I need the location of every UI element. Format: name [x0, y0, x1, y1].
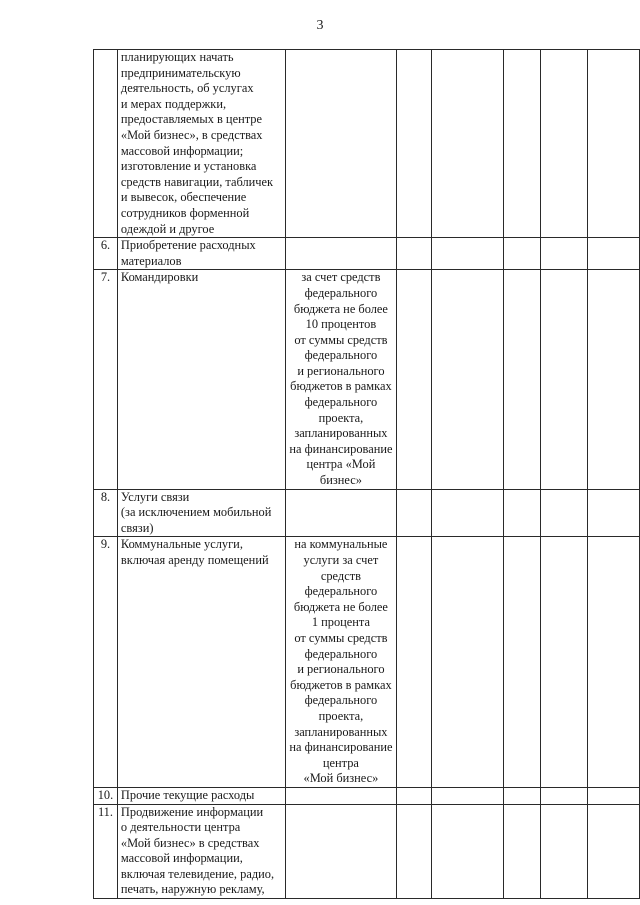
- empty-cell: [431, 270, 503, 489]
- expense-name: Приобретение расходных материалов: [117, 238, 285, 270]
- expense-note: за счет средств федерального бюджета не более 10 процентов от суммы средств федерального и регионального бюджетов в рамках федерального проекта, запланированных на финансирование центра «Мой бизнес»: [285, 270, 396, 489]
- table-row: [94, 537, 640, 788]
- empty-cell: [540, 270, 588, 489]
- expense-name: Прочие текущие расходы: [117, 787, 285, 804]
- empty-cell: [504, 787, 540, 804]
- empty-cell: [397, 270, 432, 489]
- empty-cell: [431, 50, 503, 238]
- empty-cell: [397, 238, 432, 270]
- empty-cell: [397, 50, 432, 238]
- empty-cell: [397, 489, 432, 537]
- row-number: 10.: [94, 787, 118, 804]
- table-row: [94, 270, 640, 489]
- expense-name: Командировки: [117, 270, 285, 489]
- expense-name: Услуги связи (за исключением мобильной связи): [117, 489, 285, 537]
- row-number: 8.: [94, 489, 118, 537]
- page-number: 3: [316, 18, 324, 33]
- expense-name: Продвижение информации о деятельности центра «Мой бизнес» в средствах массовой информации, включая телевидение, радио, печать, наружную рекламу,: [117, 804, 285, 899]
- empty-cell: [588, 787, 640, 804]
- empty-cell: [540, 804, 588, 899]
- empty-cell: [588, 804, 640, 899]
- row-number: 7.: [94, 270, 118, 489]
- empty-cell: [540, 489, 588, 537]
- empty-cell: [504, 50, 540, 238]
- empty-cell: [588, 238, 640, 270]
- table-row: [94, 804, 640, 899]
- expense-name: Коммунальные услуги, включая аренду помещений: [117, 537, 285, 788]
- empty-cell: [540, 50, 588, 238]
- empty-cell: [397, 787, 432, 804]
- expense-note: [285, 804, 396, 899]
- empty-cell: [504, 537, 540, 788]
- empty-cell: [504, 804, 540, 899]
- expense-note: [285, 238, 396, 270]
- row-number: [94, 50, 118, 238]
- empty-cell: [431, 787, 503, 804]
- row-number: 6.: [94, 238, 118, 270]
- expenses-table: [93, 49, 640, 899]
- empty-cell: [540, 238, 588, 270]
- empty-cell: [588, 270, 640, 489]
- empty-cell: [397, 537, 432, 788]
- table-row: [94, 787, 640, 804]
- row-number: 9.: [94, 537, 118, 788]
- expense-note: [285, 787, 396, 804]
- empty-cell: [431, 489, 503, 537]
- empty-cell: [431, 537, 503, 788]
- expense-note: [285, 50, 396, 238]
- empty-cell: [540, 537, 588, 788]
- empty-cell: [504, 270, 540, 489]
- row-number: 11.: [94, 804, 118, 899]
- empty-cell: [504, 489, 540, 537]
- empty-cell: [588, 489, 640, 537]
- expense-note: [285, 489, 396, 537]
- empty-cell: [431, 804, 503, 899]
- table-row: [94, 50, 640, 238]
- table-row: [94, 489, 640, 537]
- empty-cell: [588, 50, 640, 238]
- empty-cell: [431, 238, 503, 270]
- expense-note: на коммунальные услуги за счет средств федерального бюджета не более 1 процента от суммы средств федерального и регионального бюджетов в рамках федерального проекта, запланированных на финансирование центра «Мой бизнес»: [285, 537, 396, 788]
- expense-name: планирующих начать предпринимательскую деятельность, об услугах и мерах поддержки, предоставляемых в центре «Мой бизнес», в средствах массовой информации; изготовление и установка средств навигации, табличек и вывесок, обеспечение сотрудников форменной одеждой и другое: [117, 50, 285, 238]
- empty-cell: [397, 804, 432, 899]
- table-row: [94, 238, 640, 270]
- empty-cell: [540, 787, 588, 804]
- empty-cell: [504, 238, 540, 270]
- empty-cell: [588, 537, 640, 788]
